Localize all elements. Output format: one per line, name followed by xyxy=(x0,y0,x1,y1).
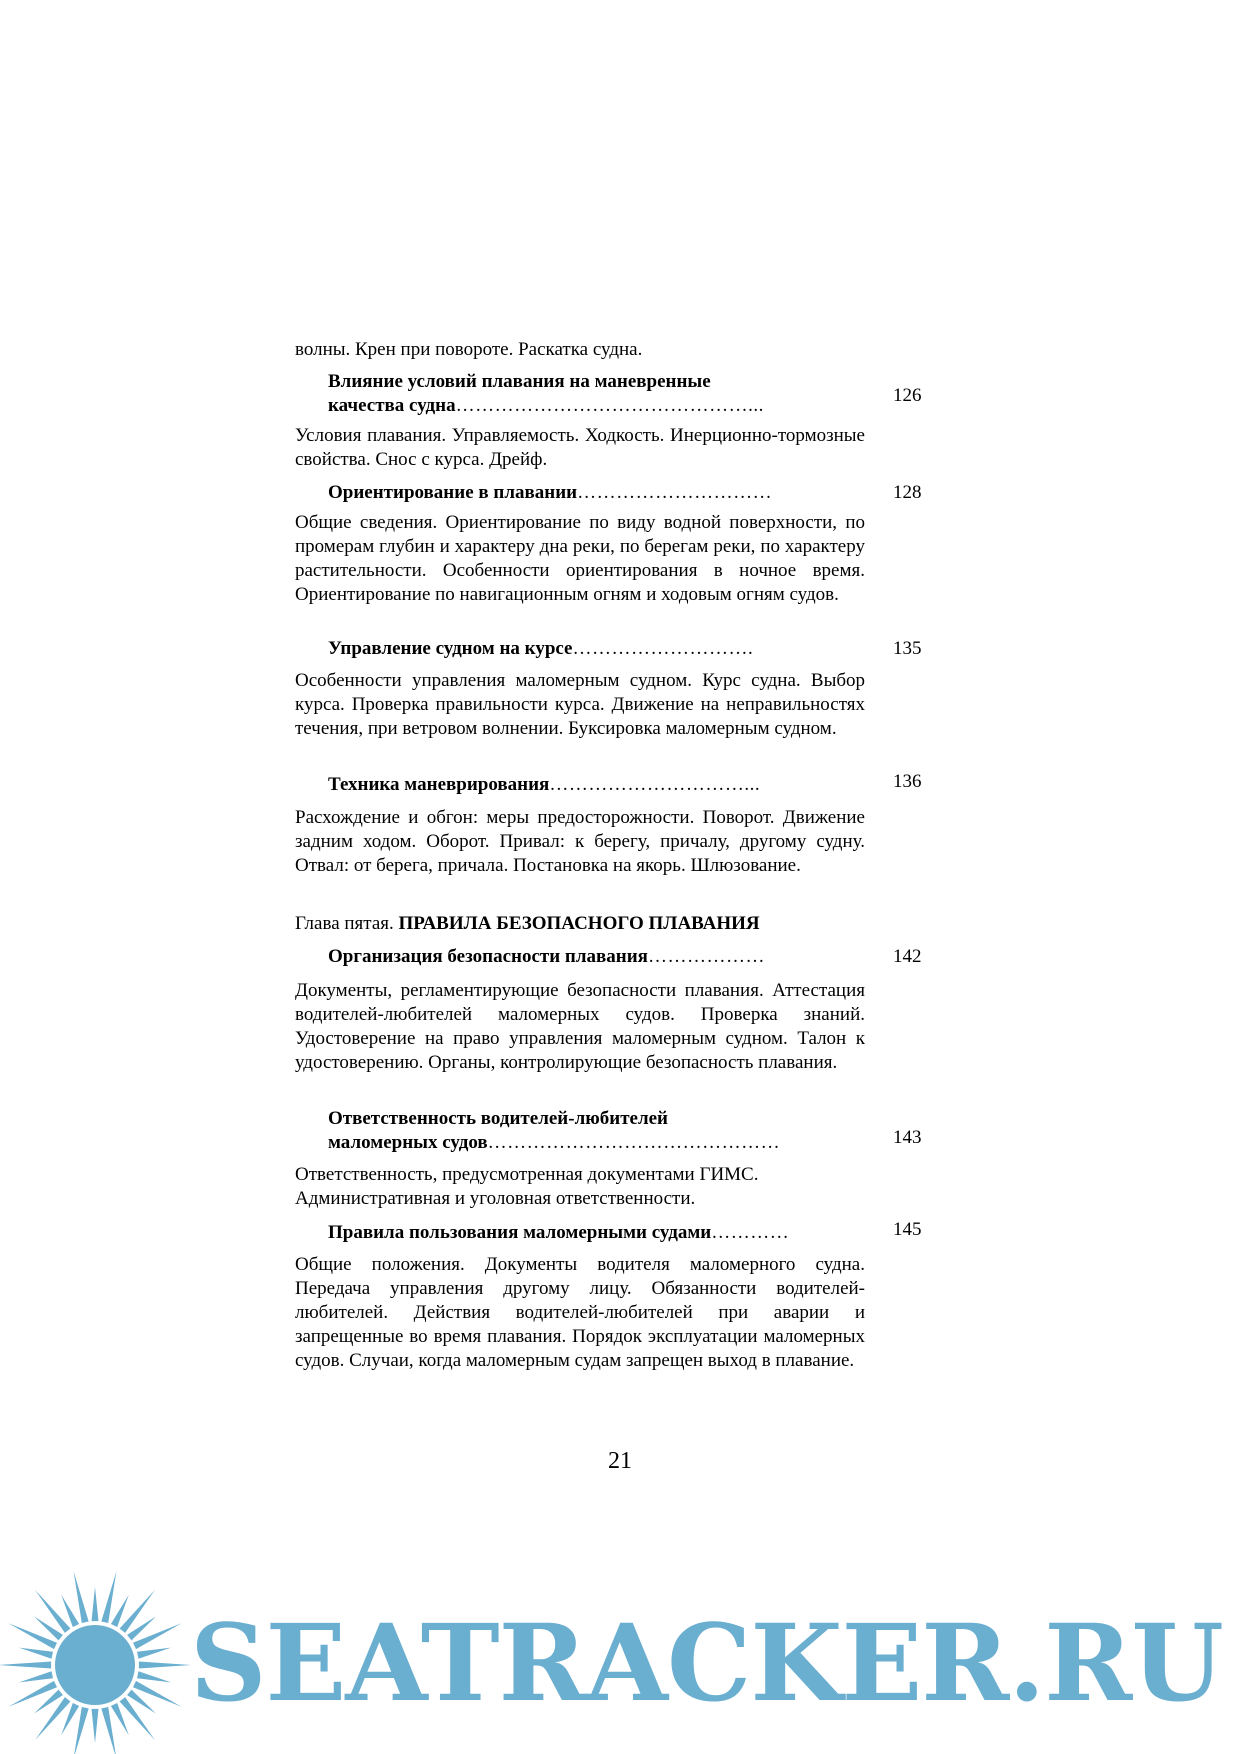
sun-ray xyxy=(74,1707,89,1754)
sun-ray xyxy=(35,1697,70,1740)
toc-entry-description: Особенности управления маломерным судном. Курс судна. Выбор курса. Проверка правильности курса. Движение на неправильностях течения, при ветровом волнении. Буксировка маломерным судном. xyxy=(295,670,865,739)
toc-entry-title: Управление судном на курсе xyxy=(328,638,573,659)
sun-ray xyxy=(35,1590,70,1633)
sun-ray xyxy=(137,1671,171,1682)
toc-entry-description: Документы, регламентирующие безопасности плавания. Аттестация водителей-любителей маломерных судов. Проверка знаний. Удостоверение на право управления маломерным судном. Талон к удостоверению. Органы, контролирующие безопасность плавания. xyxy=(295,980,865,1073)
toc-dots: ………………………………………... xyxy=(455,395,764,416)
intro-text: волны. Крен при повороте. Раскатка судна. xyxy=(295,339,643,360)
toc-page-number: 145 xyxy=(893,1219,922,1240)
watermark-text: SEATRACKER.RU xyxy=(190,1600,1223,1725)
toc-entry-description: Расхождение и обгон: меры предосторожности. Поворот. Движение задним ходом. Оборот. Привал: к берегу, причалу, другому судну. Отвал: от берега, причала. Постановка на якорь. Шлюзование. xyxy=(295,807,865,876)
sun-ray xyxy=(101,1707,116,1754)
toc-dots: ……………… xyxy=(647,946,765,967)
toc-entry-heading xyxy=(328,945,848,969)
toc-entry-heading xyxy=(328,1221,848,1245)
sun-ray xyxy=(19,1648,53,1659)
toc-entry-description: Условия плавания. Управляемость. Ходкость. Инерционно-тормозные свойства. Снос с курса. Дрейф. xyxy=(295,425,865,470)
toc-page-number: 136 xyxy=(893,771,922,792)
toc-page-number: 126 xyxy=(893,385,922,406)
toc-entry-title: Организация безопасности плавания xyxy=(328,946,648,967)
sun-ray xyxy=(120,1697,155,1740)
sun-ray xyxy=(92,1709,99,1743)
toc-entry-heading xyxy=(328,637,848,661)
page-number: 21 xyxy=(608,1448,632,1474)
toc-entry-title: Техника маневрирования xyxy=(328,774,550,795)
toc-dots: ………………………… xyxy=(577,482,773,503)
toc-dots: …………………………... xyxy=(549,774,761,795)
chapter-heading xyxy=(295,912,760,936)
sun-ray xyxy=(0,1662,51,1669)
toc-entry-title: маломерных судов xyxy=(328,1132,488,1153)
toc-description-line: Административная и уголовная ответственности. xyxy=(295,1188,696,1209)
toc-dots: ………………………. xyxy=(572,638,754,659)
toc-entry-heading xyxy=(328,481,848,505)
toc-page-number: 135 xyxy=(893,638,922,659)
toc-entry-title: Влияние условий плавания на маневренные xyxy=(328,371,711,392)
sun-ray xyxy=(19,1671,53,1682)
sun-ray xyxy=(74,1571,89,1623)
toc-entry-heading xyxy=(328,370,848,418)
chapter-title: ПРАВИЛА БЕЗОПАСНОГО ПЛАВАНИЯ xyxy=(398,913,760,934)
toc-entry-heading xyxy=(328,1107,848,1155)
toc-entry-title: Ориентирование в плавании xyxy=(328,482,578,503)
toc-entry-description: Общие сведения. Ориентирование по виду водной поверхности, по промерам глубин и характеру дна реки, по берегам реки, по характеру растительности. Особенности ориентирования в ночное время. Ориентирование по навигационным огням и ходовым огням судов. xyxy=(295,512,865,605)
toc-page-number: 143 xyxy=(893,1127,922,1148)
toc-dots: ……………………………………… xyxy=(487,1132,781,1153)
toc-page-number: 128 xyxy=(893,482,922,503)
sun-ray xyxy=(92,1587,99,1621)
toc-entry-description xyxy=(295,1163,865,1211)
toc-entry-title: Правила пользования маломерными судами xyxy=(328,1222,712,1243)
sun-ray xyxy=(137,1648,171,1659)
toc-entry-description: Общие положения. Документы водителя маломерного судна. Передача управления другому лицу. Обязанности водителей-любителей. Действия водителей-любителей при аварии и запрещенные во время плавания. Порядок эксплуатации маломерных судов. Случаи, когда маломерным судам запрещен выход в плавание. xyxy=(295,1254,865,1371)
sun-icon xyxy=(0,1571,191,1754)
toc-entry-title: качества судна xyxy=(328,395,456,416)
toc-page-number: 142 xyxy=(893,946,922,967)
sun-ray xyxy=(101,1571,116,1623)
toc-entry-title: Ответственность водителей-любителей xyxy=(328,1108,668,1129)
sun-ray xyxy=(139,1662,191,1669)
sun-ray xyxy=(120,1590,155,1633)
toc-dots: ………… xyxy=(711,1222,790,1243)
toc-description-line: Ответственность, предусмотренная документами ГИМС. xyxy=(295,1164,759,1185)
toc-entry-heading xyxy=(328,773,848,797)
chapter-prefix: Глава пятая. xyxy=(295,913,394,934)
